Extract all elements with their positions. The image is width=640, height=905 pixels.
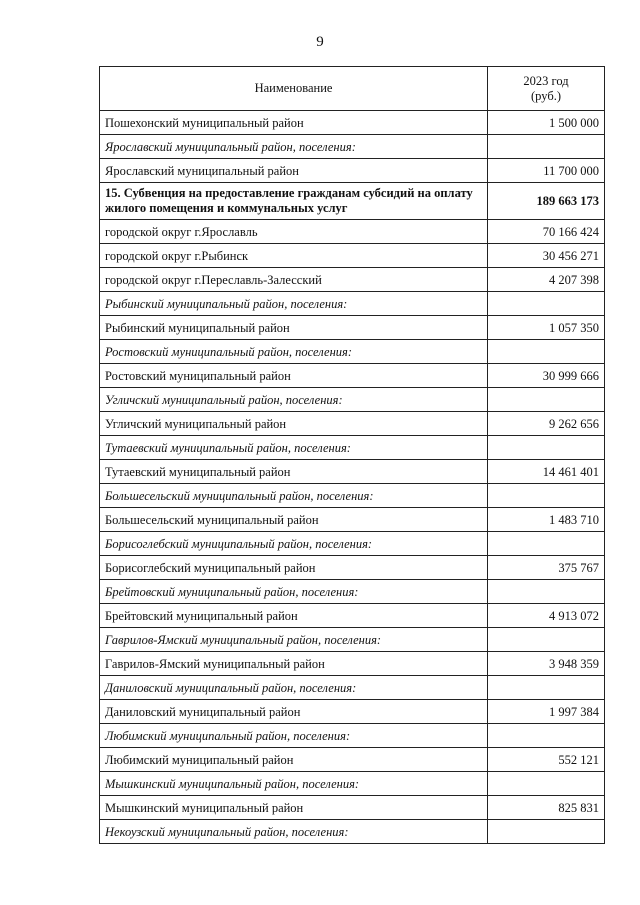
row-value: 70 166 424 bbox=[488, 220, 605, 244]
row-name: Гаврилов-Ямский муниципальный район, поселения: bbox=[100, 628, 488, 652]
row-value: 1 997 384 bbox=[488, 700, 605, 724]
row-name: Угличский муниципальный район bbox=[100, 412, 488, 436]
row-value bbox=[488, 532, 605, 556]
row-name: Гаврилов-Ямский муниципальный район bbox=[100, 652, 488, 676]
header-year bbox=[488, 67, 605, 111]
table-row bbox=[100, 183, 605, 220]
row-value: 14 461 401 bbox=[488, 460, 605, 484]
table-row bbox=[100, 244, 605, 268]
table-row bbox=[100, 111, 605, 135]
table-row bbox=[100, 508, 605, 532]
row-value: 11 700 000 bbox=[488, 159, 605, 183]
row-name: Мышкинский муниципальный район bbox=[100, 796, 488, 820]
table-row bbox=[100, 748, 605, 772]
row-value: 1 500 000 bbox=[488, 111, 605, 135]
row-value bbox=[488, 484, 605, 508]
row-value: 189 663 173 bbox=[488, 183, 605, 220]
row-name: Даниловский муниципальный район, поселения: bbox=[100, 676, 488, 700]
row-value bbox=[488, 772, 605, 796]
row-name: Борисоглебский муниципальный район bbox=[100, 556, 488, 580]
row-value bbox=[488, 580, 605, 604]
header-year-label: 2023 год bbox=[523, 73, 569, 88]
row-name: Большесельский муниципальный район bbox=[100, 508, 488, 532]
table-row bbox=[100, 724, 605, 748]
table-header-row bbox=[100, 67, 605, 111]
table-row bbox=[100, 580, 605, 604]
table-row bbox=[100, 340, 605, 364]
row-name: Большесельский муниципальный район, поселения: bbox=[100, 484, 488, 508]
row-value: 825 831 bbox=[488, 796, 605, 820]
table-row bbox=[100, 388, 605, 412]
row-name: Тутаевский муниципальный район, поселения: bbox=[100, 436, 488, 460]
table-row bbox=[100, 364, 605, 388]
row-value bbox=[488, 676, 605, 700]
row-name: Ярославский муниципальный район, поселения: bbox=[100, 135, 488, 159]
row-name: Даниловский муниципальный район bbox=[100, 700, 488, 724]
table-row bbox=[100, 628, 605, 652]
row-name: Любимский муниципальный район bbox=[100, 748, 488, 772]
row-value: 4 207 398 bbox=[488, 268, 605, 292]
table-row bbox=[100, 268, 605, 292]
table-row bbox=[100, 604, 605, 628]
row-name: Рыбинский муниципальный район, поселения: bbox=[100, 292, 488, 316]
row-value: 1 483 710 bbox=[488, 508, 605, 532]
table-row bbox=[100, 412, 605, 436]
header-unit-label: (руб.) bbox=[531, 88, 561, 103]
table-row bbox=[100, 292, 605, 316]
table-row bbox=[100, 484, 605, 508]
row-name: Рыбинский муниципальный район bbox=[100, 316, 488, 340]
table-row bbox=[100, 159, 605, 183]
row-value bbox=[488, 135, 605, 159]
row-name: Тутаевский муниципальный район bbox=[100, 460, 488, 484]
row-name: городской округ г.Рыбинск bbox=[100, 244, 488, 268]
row-name: Ростовский муниципальный район, поселения: bbox=[100, 340, 488, 364]
header-name: Наименование bbox=[100, 67, 488, 111]
table-row bbox=[100, 135, 605, 159]
row-name: Любимский муниципальный район, поселения: bbox=[100, 724, 488, 748]
row-name: Некоузский муниципальный район, поселения: bbox=[100, 820, 488, 844]
row-name: Борисоглебский муниципальный район, поселения: bbox=[100, 532, 488, 556]
row-value bbox=[488, 628, 605, 652]
table-row bbox=[100, 796, 605, 820]
table-row bbox=[100, 460, 605, 484]
row-value bbox=[488, 292, 605, 316]
row-name: Брейтовский муниципальный район, поселения: bbox=[100, 580, 488, 604]
row-name: Мышкинский муниципальный район, поселения: bbox=[100, 772, 488, 796]
row-value bbox=[488, 388, 605, 412]
row-value bbox=[488, 724, 605, 748]
table-row bbox=[100, 652, 605, 676]
row-name: городской округ г.Ярославль bbox=[100, 220, 488, 244]
row-value: 552 121 bbox=[488, 748, 605, 772]
row-name: Брейтовский муниципальный район bbox=[100, 604, 488, 628]
row-value bbox=[488, 820, 605, 844]
table-row bbox=[100, 700, 605, 724]
table-row bbox=[100, 820, 605, 844]
row-name: Ростовский муниципальный район bbox=[100, 364, 488, 388]
row-value: 9 262 656 bbox=[488, 412, 605, 436]
row-name: городской округ г.Переславль-Залесский bbox=[100, 268, 488, 292]
table-row bbox=[100, 316, 605, 340]
row-value: 1 057 350 bbox=[488, 316, 605, 340]
row-value bbox=[488, 340, 605, 364]
row-value: 30 999 666 bbox=[488, 364, 605, 388]
table-row bbox=[100, 676, 605, 700]
row-value: 3 948 359 bbox=[488, 652, 605, 676]
row-value: 4 913 072 bbox=[488, 604, 605, 628]
table-row bbox=[100, 532, 605, 556]
row-name: 15. Субвенция на предоставление гражданам субсидий на оплату жилого помещения и коммунальных услуг bbox=[100, 183, 488, 220]
table-row bbox=[100, 436, 605, 460]
budget-table bbox=[99, 66, 605, 844]
row-name: Ярославский муниципальный район bbox=[100, 159, 488, 183]
table-row bbox=[100, 772, 605, 796]
row-name: Угличский муниципальный район, поселения: bbox=[100, 388, 488, 412]
row-value bbox=[488, 436, 605, 460]
page-number: 9 bbox=[316, 34, 324, 50]
table-row bbox=[100, 220, 605, 244]
table-row bbox=[100, 556, 605, 580]
row-name: Пошехонский муниципальный район bbox=[100, 111, 488, 135]
table-body bbox=[100, 111, 605, 844]
row-value: 375 767 bbox=[488, 556, 605, 580]
row-value: 30 456 271 bbox=[488, 244, 605, 268]
